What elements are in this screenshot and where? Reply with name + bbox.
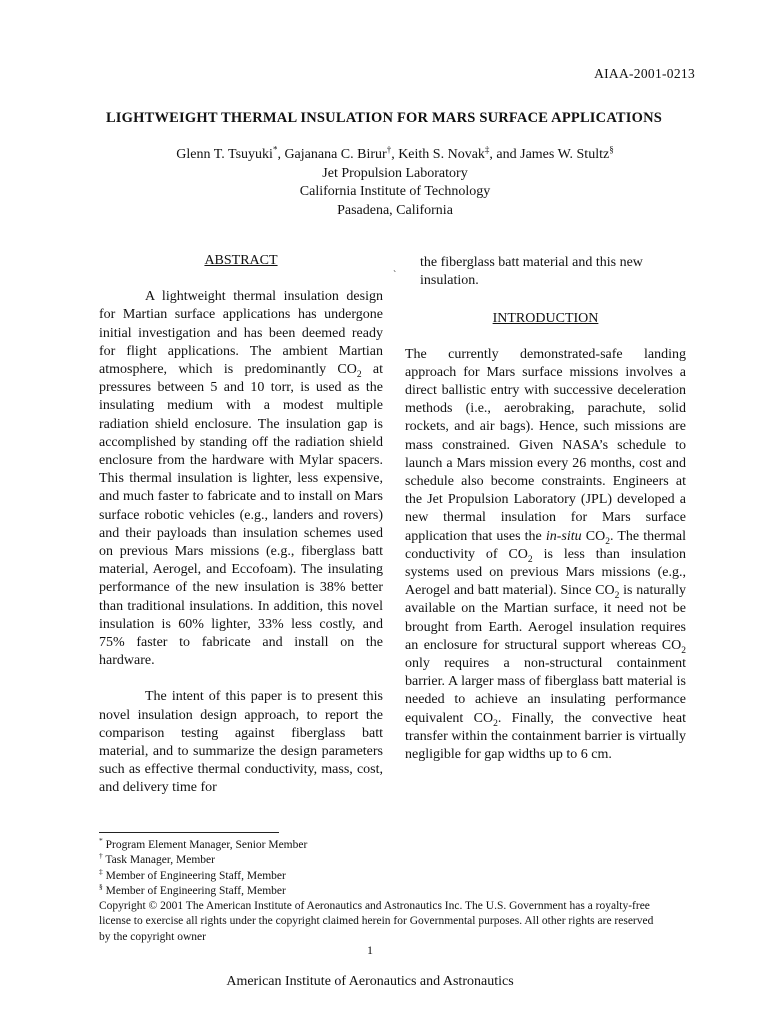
footnote-mark: † [99, 851, 103, 861]
author-name: Keith S. Novak [398, 147, 485, 162]
subscript-2: 2 [614, 591, 620, 602]
author-name: Glenn T. Tsuyuki [176, 147, 273, 162]
footnote-mark: ‡ [99, 866, 103, 876]
subscript-2: 2 [527, 554, 533, 565]
intro-text: The currently demonstrated-safe landing approach for Mars surface missions involves a direct ballistic entry with successive deceleration methods (i.e., aerobraking, parachute, solid rockets, and air bags). Hence, such missions are mass constrained. Given NASA’s schedule to launch a Mars mission every 26 months, cost and schedule also become constraints. Engineers at the Jet Propulsion Laboratory (JPL) developed a new thermal insulation for Mars surface application that uses the [405, 346, 686, 544]
footnote-text: Task Manager, Member [102, 854, 215, 867]
intro-text: is less than insulation systems used on previous Mars missions (e.g., Aerogel and batt material). Since CO [405, 546, 686, 599]
affiliation-institute: California Institute of Technology [299, 184, 491, 199]
affiliation-location: Pasadena, California [337, 202, 453, 218]
page-number: 1 [367, 943, 373, 957]
introduction-heading: INTRODUCTION [492, 311, 599, 327]
footnote [99, 853, 659, 868]
author-list [0, 146, 768, 165]
author-block [0, 146, 768, 220]
intro-text: is naturally available on the Martian surface, it need not be brought from Earth. Aerogel insulation requires an enclosure for structural support whereas CO [405, 583, 686, 653]
paper-title: LIGHTWEIGHT THERMAL INSULATION FOR MARS SURFACE APPLICATIONS [105, 110, 663, 126]
subscript-2: 2 [605, 536, 610, 547]
report-number: AIAA-2001-0213 [594, 66, 695, 81]
abstract-text: A lightweight thermal insulation design for Martian surface applications has undergone initial investigation and has been deemed ready for flight applications. The ambient Martian atmosphere, which is predominantly CO [99, 289, 383, 378]
footnotes [99, 838, 659, 945]
left-column [99, 252, 383, 798]
author-name: James W. Stultz [520, 147, 610, 162]
abstract-heading: ABSTRACT [204, 253, 278, 268]
abstract-paragraph-2: The intent of this paper is to present this novel insulation design approach, to report the comparison testing against fiberglass batt material, and to summarize the design parameters such as effective thermal conductivity, mass, cost, and delivery time for [99, 689, 383, 796]
subscript-2: 2 [681, 645, 686, 656]
footnote-text: Member of Engineering Staff, Member [102, 884, 286, 897]
subscript-2: 2 [493, 718, 498, 729]
footnote-text: Member of Engineering Staff, Member [102, 869, 286, 882]
intro-text: CO [581, 528, 606, 544]
footnote [99, 838, 659, 853]
footnote-divider [99, 832, 279, 833]
subscript-2: 2 [356, 369, 362, 380]
abstract-text: at pressures between 5 and 10 torr, is used as the insulating medium with a modest multiple radiation shield enclosure. The insulation gap is accomplished by standing off the radiation shield enclosure from the hardware with Mylar spacers. This thermal insulation is lighter, less expensive, and much faster to fabricate and to install on Mars surface robotic vehicles (e.g., landers and rovers) and their payloads than insulation schemes used on previous Mars missions (e.g., fiberglass batt material, Aerogel, and Eccofoam). The insulating performance of the new insulation is 38% better than traditional insulations. In addition, this novel insulation is 60% lighter, 33% less costly, and 75% faster to fabricate and install on the hardware. [99, 362, 383, 669]
page-footer: American Institute of Aeronautics and Astronautics [226, 974, 514, 989]
right-column [393, 254, 686, 764]
continuation-text: the fiberglass batt material and this new insulation. [420, 255, 643, 289]
abstract-continuation [393, 254, 686, 290]
footnote-mark: § [99, 882, 103, 892]
author-separator: , [391, 147, 399, 162]
affiliation-lab: Jet Propulsion Laboratory [322, 165, 468, 181]
footnote [99, 884, 659, 899]
author-mark: § [609, 144, 614, 155]
author-mark: † [386, 144, 392, 155]
abstract-paragraph-1 [99, 288, 383, 670]
author-name: Gajanana C. Birur [284, 147, 387, 162]
introduction-paragraph [405, 346, 686, 765]
footnote [99, 866, 659, 884]
intro-text: . The thermal conductivity of CO [405, 528, 686, 562]
intro-italic: in-situ [545, 528, 582, 544]
footnote-mark: * [99, 836, 103, 846]
stray-mark: ` [393, 270, 397, 281]
author-mark: * [272, 144, 278, 155]
intro-text: . Finally, the convective heat transfer within the containment barrier is virtually negligible for gap widths up to 6 cm. [405, 710, 686, 763]
copyright-notice: Copyright © 2001 The American Institute of Aeronautics and Astronautics Inc. The U.S. Government has a royalty-free license to exercise all rights under the copyright claimed herein for Governmental purposes. All other rights are reserved by the copyright owner [99, 900, 654, 943]
author-mark: ‡ [484, 144, 490, 155]
author-separator: , [277, 147, 285, 162]
intro-text: only requires a non-structural containment barrier. A larger mass of fiberglass batt material is needed to achieve an insulating performance equivalent CO [405, 656, 686, 726]
footnote-text: Program Element Manager, Senior Member [102, 839, 308, 851]
author-separator: , and [489, 147, 521, 162]
